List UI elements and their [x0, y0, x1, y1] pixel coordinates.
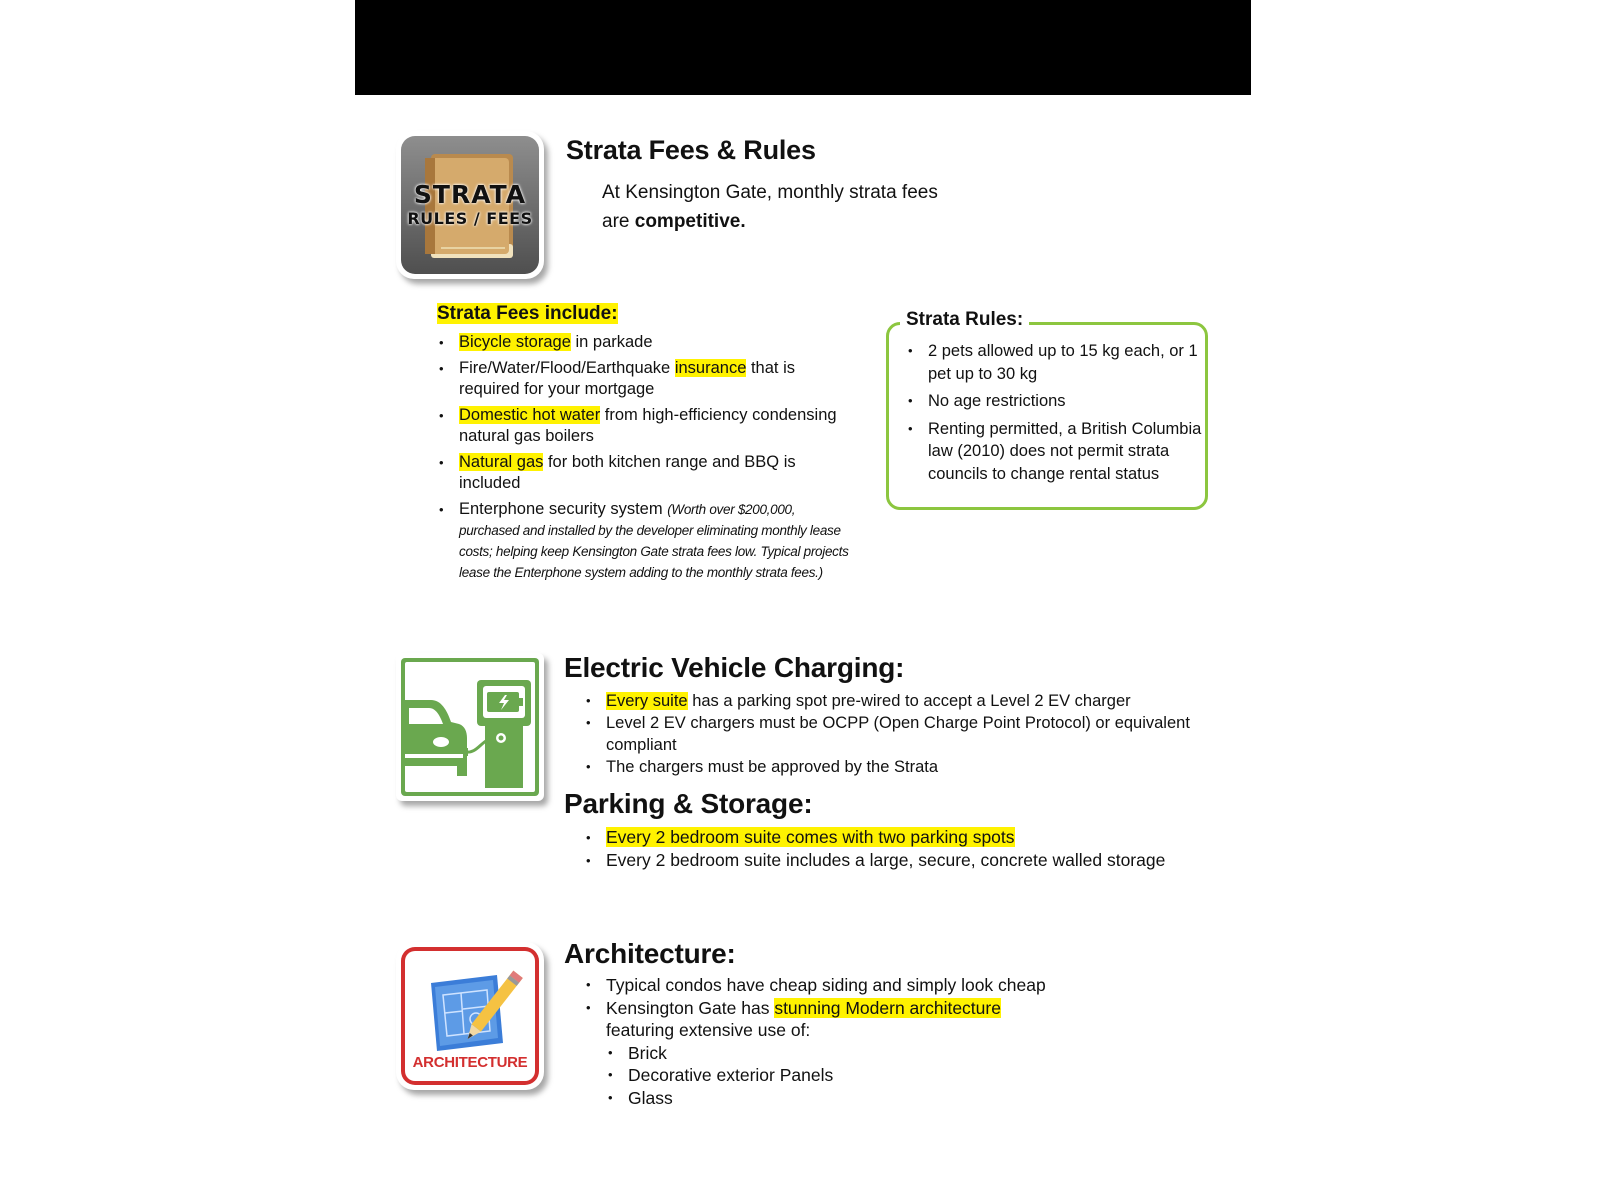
item-prefix: Kensington Gate has: [606, 997, 775, 1018]
item-note: (Worth over $200,000, purchased and installed by the developer eliminating monthly lease costs; helping keep Kensington Gate strata fees low. Typical projects lease the Enterphone system adding to the monthly strata fees.): [459, 502, 849, 580]
strata-book-icon: [396, 131, 544, 279]
item-text: from high-efficiency condensing natural gas boilers: [459, 406, 837, 445]
list-item: • Level 2 EV chargers must be OCPP (Open Charge Point Protocol) or equivalent compliant: [584, 712, 1204, 756]
architecture-heading: Architecture:: [564, 938, 736, 969]
list-item: [584, 826, 1204, 849]
rules-title: Strata Rules:: [900, 309, 1029, 331]
fees-list: [437, 332, 857, 588]
list-item: [437, 332, 857, 353]
ev-list: [584, 690, 1204, 778]
list-item: • Typical condos have cheap siding and simply look cheap: [584, 974, 1204, 997]
intro-line-1: At Kensington Gate, monthly strata fees: [602, 182, 938, 203]
architecture-sublist: [606, 1042, 1204, 1110]
intro-bold: competitive.: [634, 211, 746, 232]
item-text: for both kitchen range and BBQ is included: [459, 453, 796, 492]
icon-label-architecture: ARCHITECTURE: [412, 1054, 528, 1071]
intro-prefix: are: [602, 211, 635, 232]
strata-heading: Strata Fees & Rules: [566, 135, 816, 165]
highlight: Bicycle storage: [459, 333, 571, 351]
ev-heading: Electric Vehicle Charging:: [564, 652, 905, 683]
icon-text-rules-fees: RULES / FEES: [407, 209, 533, 228]
list-item: • 2 pets allowed up to 15 kg each, or 1 pet up to 30 kg: [906, 340, 1206, 385]
list-item: • No age restrictions: [906, 390, 1206, 413]
item-prefix: Fire/Water/Flood/Earthquake: [459, 359, 675, 377]
list-item: • Renting permitted, a British Columbia law (2010) does not permit strata councils to change rental status: [906, 418, 1206, 486]
list-item: [584, 997, 1204, 1110]
highlight: stunning Modern architecture: [774, 997, 1001, 1018]
parking-list: [584, 826, 1204, 872]
list-item: [437, 405, 857, 447]
header-bar: [355, 0, 1251, 95]
highlight: Every 2 bedroom suite comes with two parking spots: [606, 827, 1015, 847]
item-suffix: featuring extensive use of:: [606, 1020, 811, 1040]
architecture-icon: [396, 942, 544, 1090]
icon-text-strata: STRATA: [413, 180, 527, 209]
rules-list: [906, 340, 1206, 490]
highlight: Every suite: [606, 692, 688, 710]
list-item: [437, 499, 857, 583]
sub-list-item: • Brick: [606, 1042, 1204, 1065]
intro-line-2: [602, 207, 938, 236]
list-item: • Every 2 bedroom suite includes a large, secure, concrete walled storage: [584, 849, 1204, 872]
item-text: Enterphone security system: [459, 500, 668, 518]
parking-heading: Parking & Storage:: [564, 788, 813, 819]
sub-list-item: • Decorative exterior Panels: [606, 1064, 1204, 1087]
highlight: Natural gas: [459, 453, 544, 471]
sub-list-item: • Glass: [606, 1087, 1204, 1110]
ev-charging-icon: [396, 653, 544, 801]
fees-title: [437, 303, 618, 325]
list-item: [437, 452, 857, 494]
strata-intro: [602, 178, 938, 236]
highlight: Domestic hot water: [459, 406, 601, 424]
car-charger-icon: [401, 658, 539, 796]
list-item: [584, 690, 1204, 712]
list-item: • The chargers must be approved by the Strata: [584, 756, 1204, 778]
item-text: that is required for your mortgage: [459, 359, 795, 398]
highlight: insurance: [674, 359, 747, 377]
item-text: has a parking spot pre-wired to accept a Level 2 EV charger: [687, 692, 1131, 710]
item-text: in parkade: [570, 333, 653, 351]
fees-title-text: Strata Fees include:: [437, 303, 618, 324]
list-item: [437, 358, 857, 400]
architecture-list: [584, 974, 1204, 1109]
